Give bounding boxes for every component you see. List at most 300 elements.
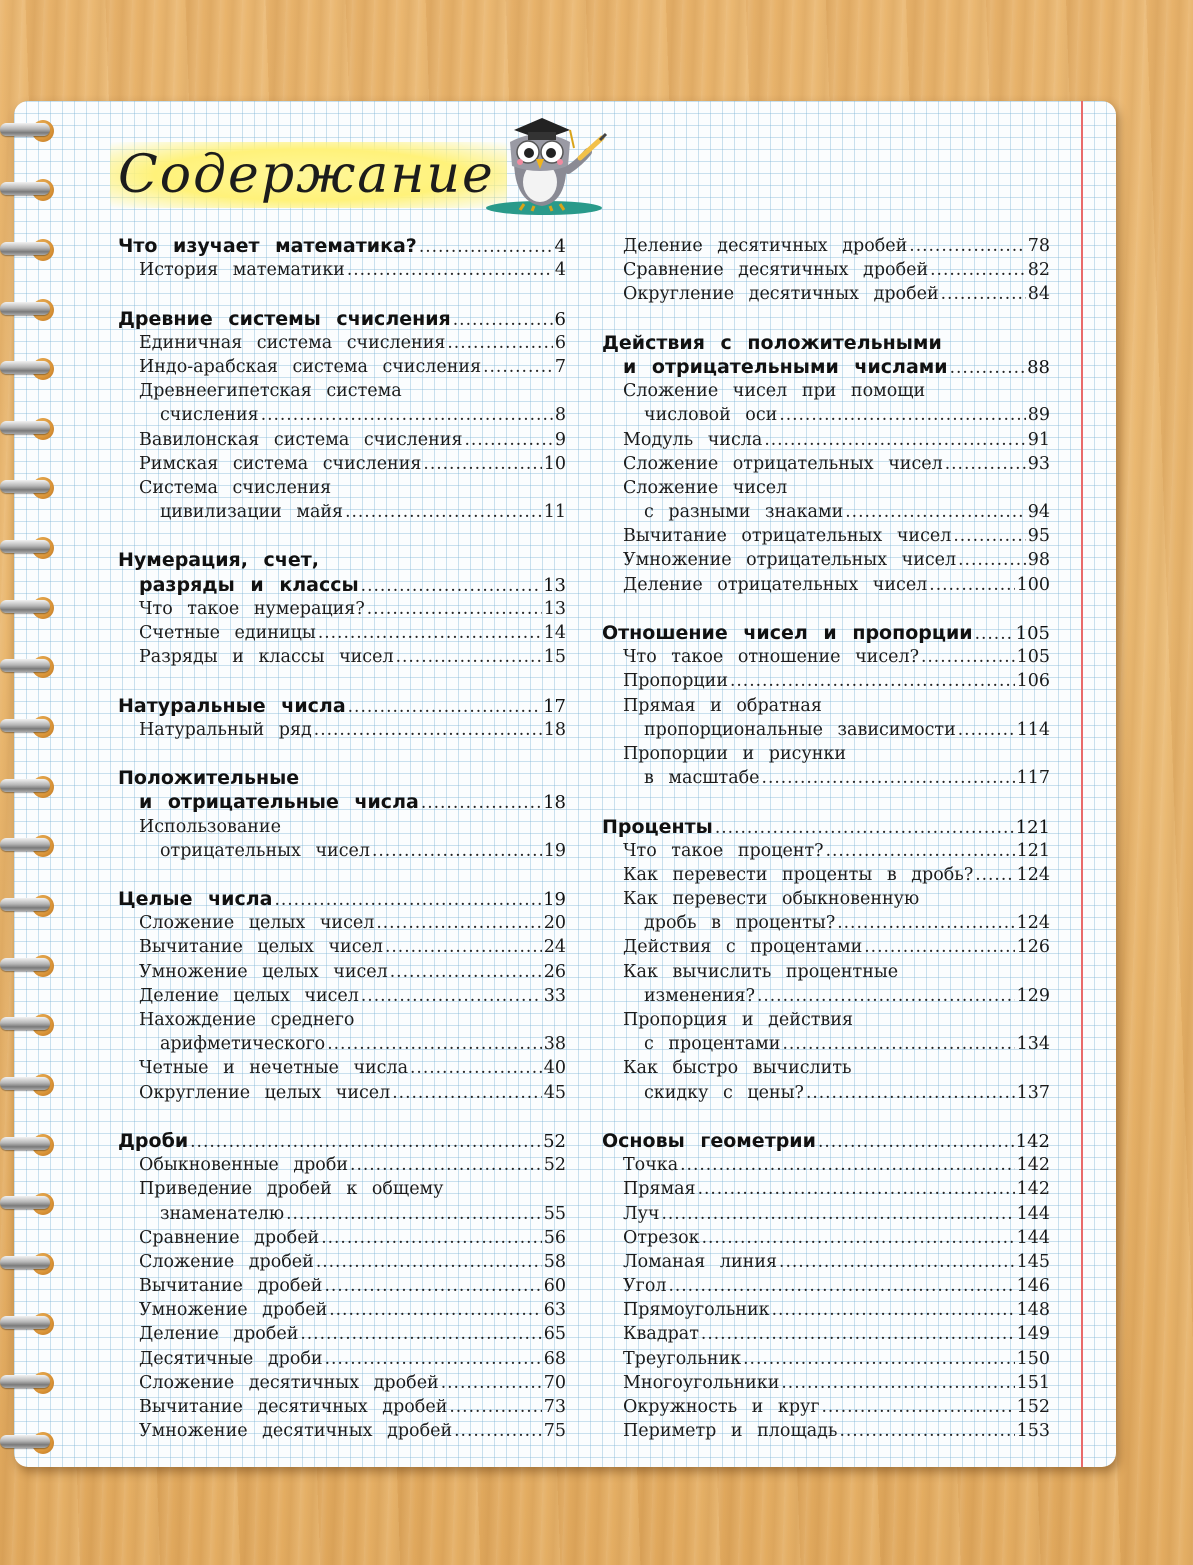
ring-wire — [0, 1137, 50, 1150]
ring-wire — [0, 1375, 50, 1388]
toc-chapter-entry[interactable] — [602, 621, 1050, 645]
toc-page-number: 98 — [1027, 550, 1050, 571]
toc-entry-label: Деление целых чисел — [139, 985, 359, 1006]
toc-entry-label: дробь в проценты? — [644, 913, 836, 934]
toc-entry-label: Треугольник — [623, 1348, 742, 1369]
toc-page-number: 19 — [543, 840, 566, 861]
toc-section-entry[interactable] — [118, 476, 566, 500]
toc-section-entry[interactable] — [602, 1032, 1050, 1056]
spiral-ring — [0, 952, 62, 982]
toc-page-number: 55 — [543, 1203, 566, 1224]
toc-chapter-entry[interactable] — [118, 694, 566, 718]
toc-page-number: 63 — [543, 1300, 566, 1321]
toc-entry-label: Отрезок — [623, 1227, 700, 1248]
toc-page-number: 4 — [554, 236, 566, 257]
toc-entry-label: Отношение чисел и пропорции — [602, 622, 973, 644]
toc-entry-label: Квадрат — [623, 1324, 699, 1345]
toc-section-entry[interactable] — [118, 1032, 566, 1056]
toc-entry-label: Деление дробей — [139, 1324, 299, 1345]
toc-entry-label: Сложение чисел — [623, 477, 788, 498]
toc-page-number: 121 — [1016, 840, 1050, 861]
spiral-ring — [0, 1429, 62, 1459]
toc-leader-dots — [953, 524, 1025, 548]
toc-section-entry[interactable] — [602, 935, 1050, 959]
toc-section-entry[interactable] — [602, 1419, 1050, 1443]
toc-page-number: 73 — [543, 1397, 566, 1417]
toc-page-number: 117 — [1016, 768, 1050, 789]
toc-section-entry[interactable] — [118, 403, 566, 427]
toc-page-number: 40 — [543, 1058, 566, 1079]
spiral-ring — [0, 296, 62, 326]
toc-section-entry[interactable] — [118, 428, 566, 452]
toc-page-number: 144 — [1016, 1227, 1050, 1248]
toc-leader-dots — [975, 622, 1014, 646]
toc-page-number: 65 — [543, 1324, 566, 1345]
toc-leader-dots — [958, 548, 1026, 572]
toc-leader-dots — [837, 911, 1014, 935]
toc-section-entry[interactable] — [602, 694, 1050, 718]
toc-leader-dots — [764, 428, 1025, 452]
toc-page-number: 18 — [543, 792, 566, 814]
toc-section-entry[interactable] — [602, 476, 1050, 500]
toc-leader-dots — [781, 1371, 1014, 1395]
toc-page-number: 82 — [1027, 260, 1050, 281]
toc-section-entry[interactable] — [118, 1226, 566, 1250]
toc-entry-label: Сложение чисел при помощи — [623, 381, 926, 402]
toc-section-entry[interactable] — [602, 887, 1050, 911]
toc-page-number: 142 — [1015, 1130, 1050, 1152]
toc-page-number: 121 — [1015, 816, 1050, 838]
toc-page-number: 142 — [1016, 1179, 1050, 1200]
ring-wire — [0, 719, 50, 732]
toc-entry-label: и отрицательными числами — [623, 355, 948, 378]
toc-section-entry[interactable] — [602, 766, 1050, 790]
toc-leader-dots — [190, 1130, 541, 1154]
toc-chapter-entry[interactable] — [118, 307, 566, 331]
toc-entry-label: Древнеегипетская система — [139, 381, 402, 402]
toc-entry-label: Четные и нечетные числа — [139, 1058, 409, 1079]
toc-entry-label: Сложение дробей — [139, 1251, 314, 1272]
toc-section-entry[interactable] — [118, 960, 566, 984]
toc-chapter-entry[interactable] — [118, 1129, 566, 1153]
toc-page-number: 56 — [543, 1227, 566, 1248]
toc-leader-dots — [410, 1056, 542, 1080]
toc-entry-label: Сложение отрицательных чисел — [623, 453, 943, 474]
toc-page-number: 75 — [543, 1421, 566, 1442]
toc-entry-label: скидку с цены? — [644, 1082, 804, 1103]
toc-entry-label: Нахождение среднего — [139, 1010, 355, 1030]
toc-page-number: 94 — [1027, 502, 1050, 523]
toc-leader-dots — [698, 1177, 1015, 1201]
toc-section-entry[interactable] — [118, 984, 566, 1008]
toc-section-entry[interactable] — [118, 452, 566, 476]
spiral-ring — [0, 1190, 62, 1220]
ring-wire — [0, 540, 50, 553]
spiral-ring — [0, 1310, 62, 1340]
toc-leader-dots — [396, 645, 542, 669]
ring-wire — [0, 898, 50, 911]
toc-page-number: 13 — [543, 574, 566, 596]
toc-entry-label: Что такое процент? — [623, 840, 824, 861]
ring-wire — [0, 123, 50, 136]
toc-leader-dots — [779, 1250, 1015, 1274]
toc-section-entry[interactable] — [602, 863, 1050, 887]
toc-section-entry[interactable] — [602, 258, 1050, 282]
toc-page-number: 129 — [1016, 985, 1050, 1006]
toc-section-entry[interactable] — [602, 234, 1050, 258]
toc-page-number: 142 — [1016, 1155, 1050, 1176]
toc-page-number: 9 — [554, 429, 566, 450]
toc-entry-label: Ломаная линия — [623, 1251, 778, 1272]
toc-section-entry[interactable] — [602, 1322, 1050, 1346]
toc-section-entry[interactable] — [602, 960, 1050, 984]
toc-leader-dots — [453, 308, 553, 332]
toc-entry-label: Как перевести обыкновенную — [623, 889, 920, 910]
toc-page-number: 26 — [543, 961, 566, 982]
toc-entry-label: Проценты — [602, 815, 713, 838]
toc-section-entry[interactable] — [602, 1250, 1050, 1274]
toc-section-entry[interactable] — [118, 935, 566, 959]
toc-section-entry[interactable] — [118, 1081, 566, 1105]
toc-entry-label: Пропорции и рисунки — [623, 743, 847, 764]
spiral-ring — [0, 832, 62, 862]
toc-page-number: 152 — [1016, 1397, 1050, 1417]
toc-page-number: 13 — [543, 598, 566, 619]
toc-leader-dots — [327, 1032, 542, 1056]
toc-entry-label: Десятичные дроби — [139, 1348, 323, 1369]
toc-leader-dots — [350, 1153, 542, 1177]
toc-entry-label: Древние системы счисления — [118, 307, 451, 330]
toc-left-column — [118, 234, 566, 1443]
toc-page-number: 20 — [543, 913, 566, 934]
toc-section-entry[interactable] — [118, 379, 566, 403]
toc-page-number: 106 — [1016, 671, 1050, 692]
toc-leader-dots — [715, 816, 1014, 840]
toc-leader-dots — [447, 331, 552, 355]
toc-section-entry[interactable] — [602, 1008, 1050, 1032]
spiral-ring — [0, 892, 62, 922]
ring-wire — [0, 1256, 50, 1269]
toc-entry-label: Умножение целых чисел — [139, 961, 388, 982]
toc-section-entry[interactable] — [602, 1347, 1050, 1371]
toc-entry-label: Угол — [623, 1276, 667, 1297]
ring-wire — [0, 361, 50, 374]
ring-wire — [0, 1077, 50, 1090]
toc-section-entry[interactable] — [602, 839, 1050, 863]
toc-page-number: 6 — [554, 308, 566, 330]
toc-entry-label: Деление десятичных дробей — [623, 236, 908, 256]
toc-page-number: 105 — [1016, 647, 1050, 668]
toc-page-number: 88 — [1027, 356, 1050, 378]
toc-section-entry[interactable] — [602, 282, 1050, 306]
toc-entry-label: Вычитание дробей — [139, 1276, 323, 1297]
toc-section-entry[interactable] — [602, 1395, 1050, 1419]
toc-section-entry[interactable] — [602, 524, 1050, 548]
toc-entry-label: Как быстро вычислить — [623, 1058, 852, 1079]
toc-entry-label: Пропорции — [623, 671, 728, 692]
toc-section-entry[interactable] — [118, 1395, 566, 1419]
toc-leader-dots — [941, 282, 1026, 306]
toc-entry-label: Использование — [139, 816, 281, 837]
toc-leader-dots — [261, 403, 553, 427]
toc-section-entry[interactable] — [602, 403, 1050, 427]
toc-chapter-entry[interactable] — [118, 887, 566, 911]
toc-entry-label: с процентами — [644, 1034, 781, 1055]
toc-entry-label: Положительные — [118, 767, 300, 790]
toc-leader-dots — [316, 1250, 542, 1274]
toc-section-entry[interactable] — [118, 1371, 566, 1395]
toc-entry-label: разряды и классы — [139, 573, 359, 596]
toc-entry-label: Система счисления — [139, 477, 332, 498]
toc-section-entry[interactable] — [118, 1008, 566, 1032]
toc-page-number: 78 — [1027, 236, 1050, 256]
toc-page-number: 17 — [543, 695, 566, 717]
toc-entry-label: Дроби — [118, 1129, 189, 1152]
toc-page-number: 60 — [543, 1276, 566, 1297]
toc-right-column — [602, 234, 1050, 1443]
toc-section-entry[interactable] — [118, 1419, 566, 1443]
toc-section-entry[interactable] — [118, 718, 566, 742]
toc-leader-dots — [314, 718, 542, 742]
spiral-ring — [0, 117, 62, 147]
toc-entry-label: Действия с положительными — [602, 331, 942, 354]
toc-section-entry[interactable] — [602, 452, 1050, 476]
toc-section-entry[interactable] — [602, 911, 1050, 935]
red-margin-line — [1081, 101, 1083, 1467]
toc-leader-dots — [361, 984, 542, 1008]
toc-entry-label: Как перевести проценты в дробь? — [623, 864, 974, 885]
toc-entry-label: числовой оси — [644, 405, 778, 426]
toc-entry-label: Округление целых чисел — [139, 1082, 391, 1103]
toc-leader-dots — [818, 1130, 1014, 1154]
spiral-ring — [0, 534, 62, 564]
toc-leader-dots — [421, 791, 541, 815]
toc-page-number: 124 — [1016, 864, 1050, 885]
toc-section-entry[interactable] — [602, 1177, 1050, 1201]
toc-leader-dots — [701, 1322, 1015, 1346]
toc-entry-label: Единичная система счисления — [139, 332, 446, 353]
toc-section-entry[interactable] — [118, 621, 566, 645]
toc-section-entry[interactable] — [118, 1202, 566, 1226]
toc-page-number: 149 — [1016, 1324, 1050, 1345]
toc-section-entry[interactable] — [118, 258, 566, 282]
toc-section-entry[interactable] — [118, 1347, 566, 1371]
toc-leader-dots — [864, 935, 1014, 959]
toc-section-entry[interactable] — [118, 597, 566, 621]
toc-entry-label: Вычитание десятичных дробей — [139, 1397, 448, 1417]
toc-page-number: 151 — [1016, 1372, 1050, 1393]
toc-entry-label: Прямая и обратная — [623, 695, 822, 716]
toc-section-entry[interactable] — [602, 1153, 1050, 1177]
toc-entry-label: Окружность и круг — [623, 1397, 820, 1417]
toc-section-entry[interactable] — [602, 1081, 1050, 1105]
ring-wire — [0, 421, 50, 434]
toc-entry-label: Разряды и классы чисел — [139, 647, 394, 668]
toc-page-number: 38 — [543, 1034, 566, 1055]
toc-entry-label: Обыкновенные дроби — [139, 1155, 349, 1176]
toc-chapter-entry[interactable] — [602, 815, 1050, 839]
toc-entry-label: Прямая — [623, 1179, 696, 1200]
toc-section-entry[interactable] — [602, 500, 1050, 524]
toc-section-entry[interactable] — [602, 1371, 1050, 1395]
toc-chapter-entry[interactable] — [118, 790, 566, 814]
toc-section-entry[interactable] — [118, 1274, 566, 1298]
toc-leader-dots — [483, 355, 553, 379]
toc-leader-dots — [392, 1081, 541, 1105]
toc-page-number: 93 — [1027, 453, 1050, 474]
toc-entry-label: Сравнение дробей — [139, 1227, 320, 1248]
toc-section-entry[interactable] — [118, 911, 566, 935]
toc-leader-dots — [419, 235, 553, 259]
toc-page-number: 18 — [543, 719, 566, 740]
toc-entry-label: Действия с процентами — [623, 937, 863, 958]
page-title: Содержание — [110, 142, 507, 208]
toc-chapter-entry[interactable] — [118, 573, 566, 597]
toc-entry-label: Сложение целых чисел — [139, 913, 375, 934]
toc-section-entry[interactable] — [602, 1056, 1050, 1080]
toc-entry-label: Многоугольники — [623, 1372, 780, 1393]
toc-page-number: 8 — [554, 405, 566, 426]
toc-entry-label: Периметр и площадь — [623, 1421, 838, 1442]
toc-leader-dots — [347, 258, 553, 282]
toc-page-number: 126 — [1016, 937, 1050, 958]
toc-leader-dots — [826, 839, 1015, 863]
toc-section-entry[interactable] — [118, 645, 566, 669]
ring-wire — [0, 1196, 50, 1209]
toc-leader-dots — [757, 984, 1015, 1008]
toc-entry-label: Умножение дробей — [139, 1300, 328, 1321]
toc-entry-label: цивилизации майя — [160, 502, 344, 523]
toc-entry-label: История математики — [139, 260, 345, 281]
toc-page-number: 144 — [1016, 1203, 1050, 1224]
toc-section-entry[interactable] — [602, 1274, 1050, 1298]
toc-section-entry[interactable] — [118, 839, 566, 863]
toc-section-entry[interactable] — [118, 1322, 566, 1346]
toc-leader-dots — [441, 1371, 542, 1395]
toc-page-number: 84 — [1027, 284, 1050, 305]
toc-leader-dots — [300, 1322, 541, 1346]
toc-entry-label: Что такое отношение чисел? — [623, 647, 919, 668]
toc-section-entry[interactable] — [602, 428, 1050, 452]
toc-leader-dots — [945, 452, 1026, 476]
toc-chapter-entry[interactable] — [118, 766, 566, 790]
toc-section-entry[interactable] — [118, 1056, 566, 1080]
toc-section-entry[interactable] — [602, 645, 1050, 669]
toc-leader-dots — [929, 573, 1014, 597]
toc-entry-label: Вычитание целых чисел — [139, 937, 383, 958]
toc-page-number: 114 — [1016, 719, 1050, 740]
toc-leader-dots — [950, 356, 1025, 380]
spiral-ring — [0, 1011, 62, 1041]
toc-section-entry[interactable] — [602, 669, 1050, 693]
toc-leader-dots — [743, 1347, 1014, 1371]
toc-page-number: 134 — [1016, 1034, 1050, 1055]
spiral-ring — [0, 653, 62, 683]
toc-leader-dots — [423, 452, 541, 476]
toc-entry-label: Точка — [623, 1155, 679, 1176]
toc-chapter-entry[interactable] — [602, 1129, 1050, 1153]
toc-page-number: 24 — [543, 937, 566, 958]
toc-leader-dots — [449, 1395, 541, 1419]
toc-page-number: 153 — [1016, 1421, 1050, 1442]
toc-section-entry[interactable] — [602, 1226, 1050, 1250]
spiral-ring — [0, 415, 62, 445]
toc-section-entry[interactable] — [602, 573, 1050, 597]
toc-page-number: 15 — [543, 647, 566, 668]
toc-page-number: 14 — [543, 623, 566, 643]
toc-leader-dots — [274, 888, 541, 912]
toc-page-number: 10 — [543, 453, 566, 474]
ring-wire — [0, 242, 50, 255]
toc-leader-dots — [465, 428, 553, 452]
toc-leader-dots — [668, 1274, 1014, 1298]
toc-section-entry[interactable] — [602, 1202, 1050, 1226]
ring-wire — [0, 1435, 50, 1448]
toc-leader-dots — [348, 695, 541, 719]
toc-page-number: 70 — [543, 1372, 566, 1393]
spiral-ring — [0, 1369, 62, 1399]
toc-section-entry[interactable] — [118, 815, 566, 839]
toc-leader-dots — [286, 1202, 542, 1226]
spiral-ring — [0, 176, 62, 206]
toc-entry-label: арифметического — [160, 1034, 326, 1055]
toc-leader-dots — [325, 1347, 542, 1371]
toc-section-entry[interactable] — [118, 331, 566, 355]
toc-chapter-entry[interactable] — [602, 355, 1050, 379]
toc-section-entry[interactable] — [118, 1298, 566, 1322]
toc-section-entry[interactable] — [118, 500, 566, 524]
toc-chapter-entry[interactable] — [602, 331, 1050, 355]
toc-entry-label: Основы геометрии — [602, 1129, 816, 1152]
toc-section-entry[interactable] — [602, 379, 1050, 403]
toc-entry-label: Сравнение десятичных дробей — [623, 260, 929, 281]
toc-entry-label: Умножение десятичных дробей — [139, 1421, 453, 1442]
toc-page-number: 95 — [1027, 526, 1050, 547]
toc-page-number: 19 — [543, 889, 566, 911]
ring-wire — [0, 302, 50, 315]
spiral-ring — [0, 1071, 62, 1101]
toc-leader-dots — [730, 669, 1015, 693]
toc-entry-label: Нумерация, счет, — [118, 549, 319, 572]
toc-section-entry[interactable] — [602, 742, 1050, 766]
toc-leader-dots — [367, 597, 542, 621]
toc-section-entry[interactable] — [118, 355, 566, 379]
toc-leader-dots — [779, 403, 1025, 427]
spiral-ring — [0, 594, 62, 624]
toc-section-entry[interactable] — [602, 718, 1050, 742]
toc-page-number: 11 — [543, 502, 566, 523]
toc-leader-dots — [318, 621, 542, 645]
toc-section-entry[interactable] — [602, 984, 1050, 1008]
toc-entry-label: Счетные единицы — [139, 623, 316, 643]
toc-leader-dots — [822, 1395, 1015, 1419]
toc-entry-label: Деление отрицательных чисел — [623, 574, 928, 595]
toc-leader-dots — [324, 1274, 541, 1298]
toc-section-entry[interactable] — [118, 1153, 566, 1177]
toc-leader-dots — [930, 258, 1026, 282]
toc-leader-dots — [909, 234, 1025, 258]
toc-entry-label: Сложение десятичных дробей — [139, 1372, 439, 1393]
toc-chapter-entry[interactable] — [118, 548, 566, 572]
spiral-ring — [0, 1131, 62, 1161]
toc-leader-dots — [702, 1226, 1015, 1250]
toc-section-entry[interactable] — [602, 1298, 1050, 1322]
spiral-ring — [0, 474, 62, 504]
toc-section-entry[interactable] — [602, 548, 1050, 572]
toc-section-entry[interactable] — [118, 1250, 566, 1274]
toc-chapter-entry[interactable] — [118, 234, 566, 258]
toc-section-entry[interactable] — [118, 1177, 566, 1201]
